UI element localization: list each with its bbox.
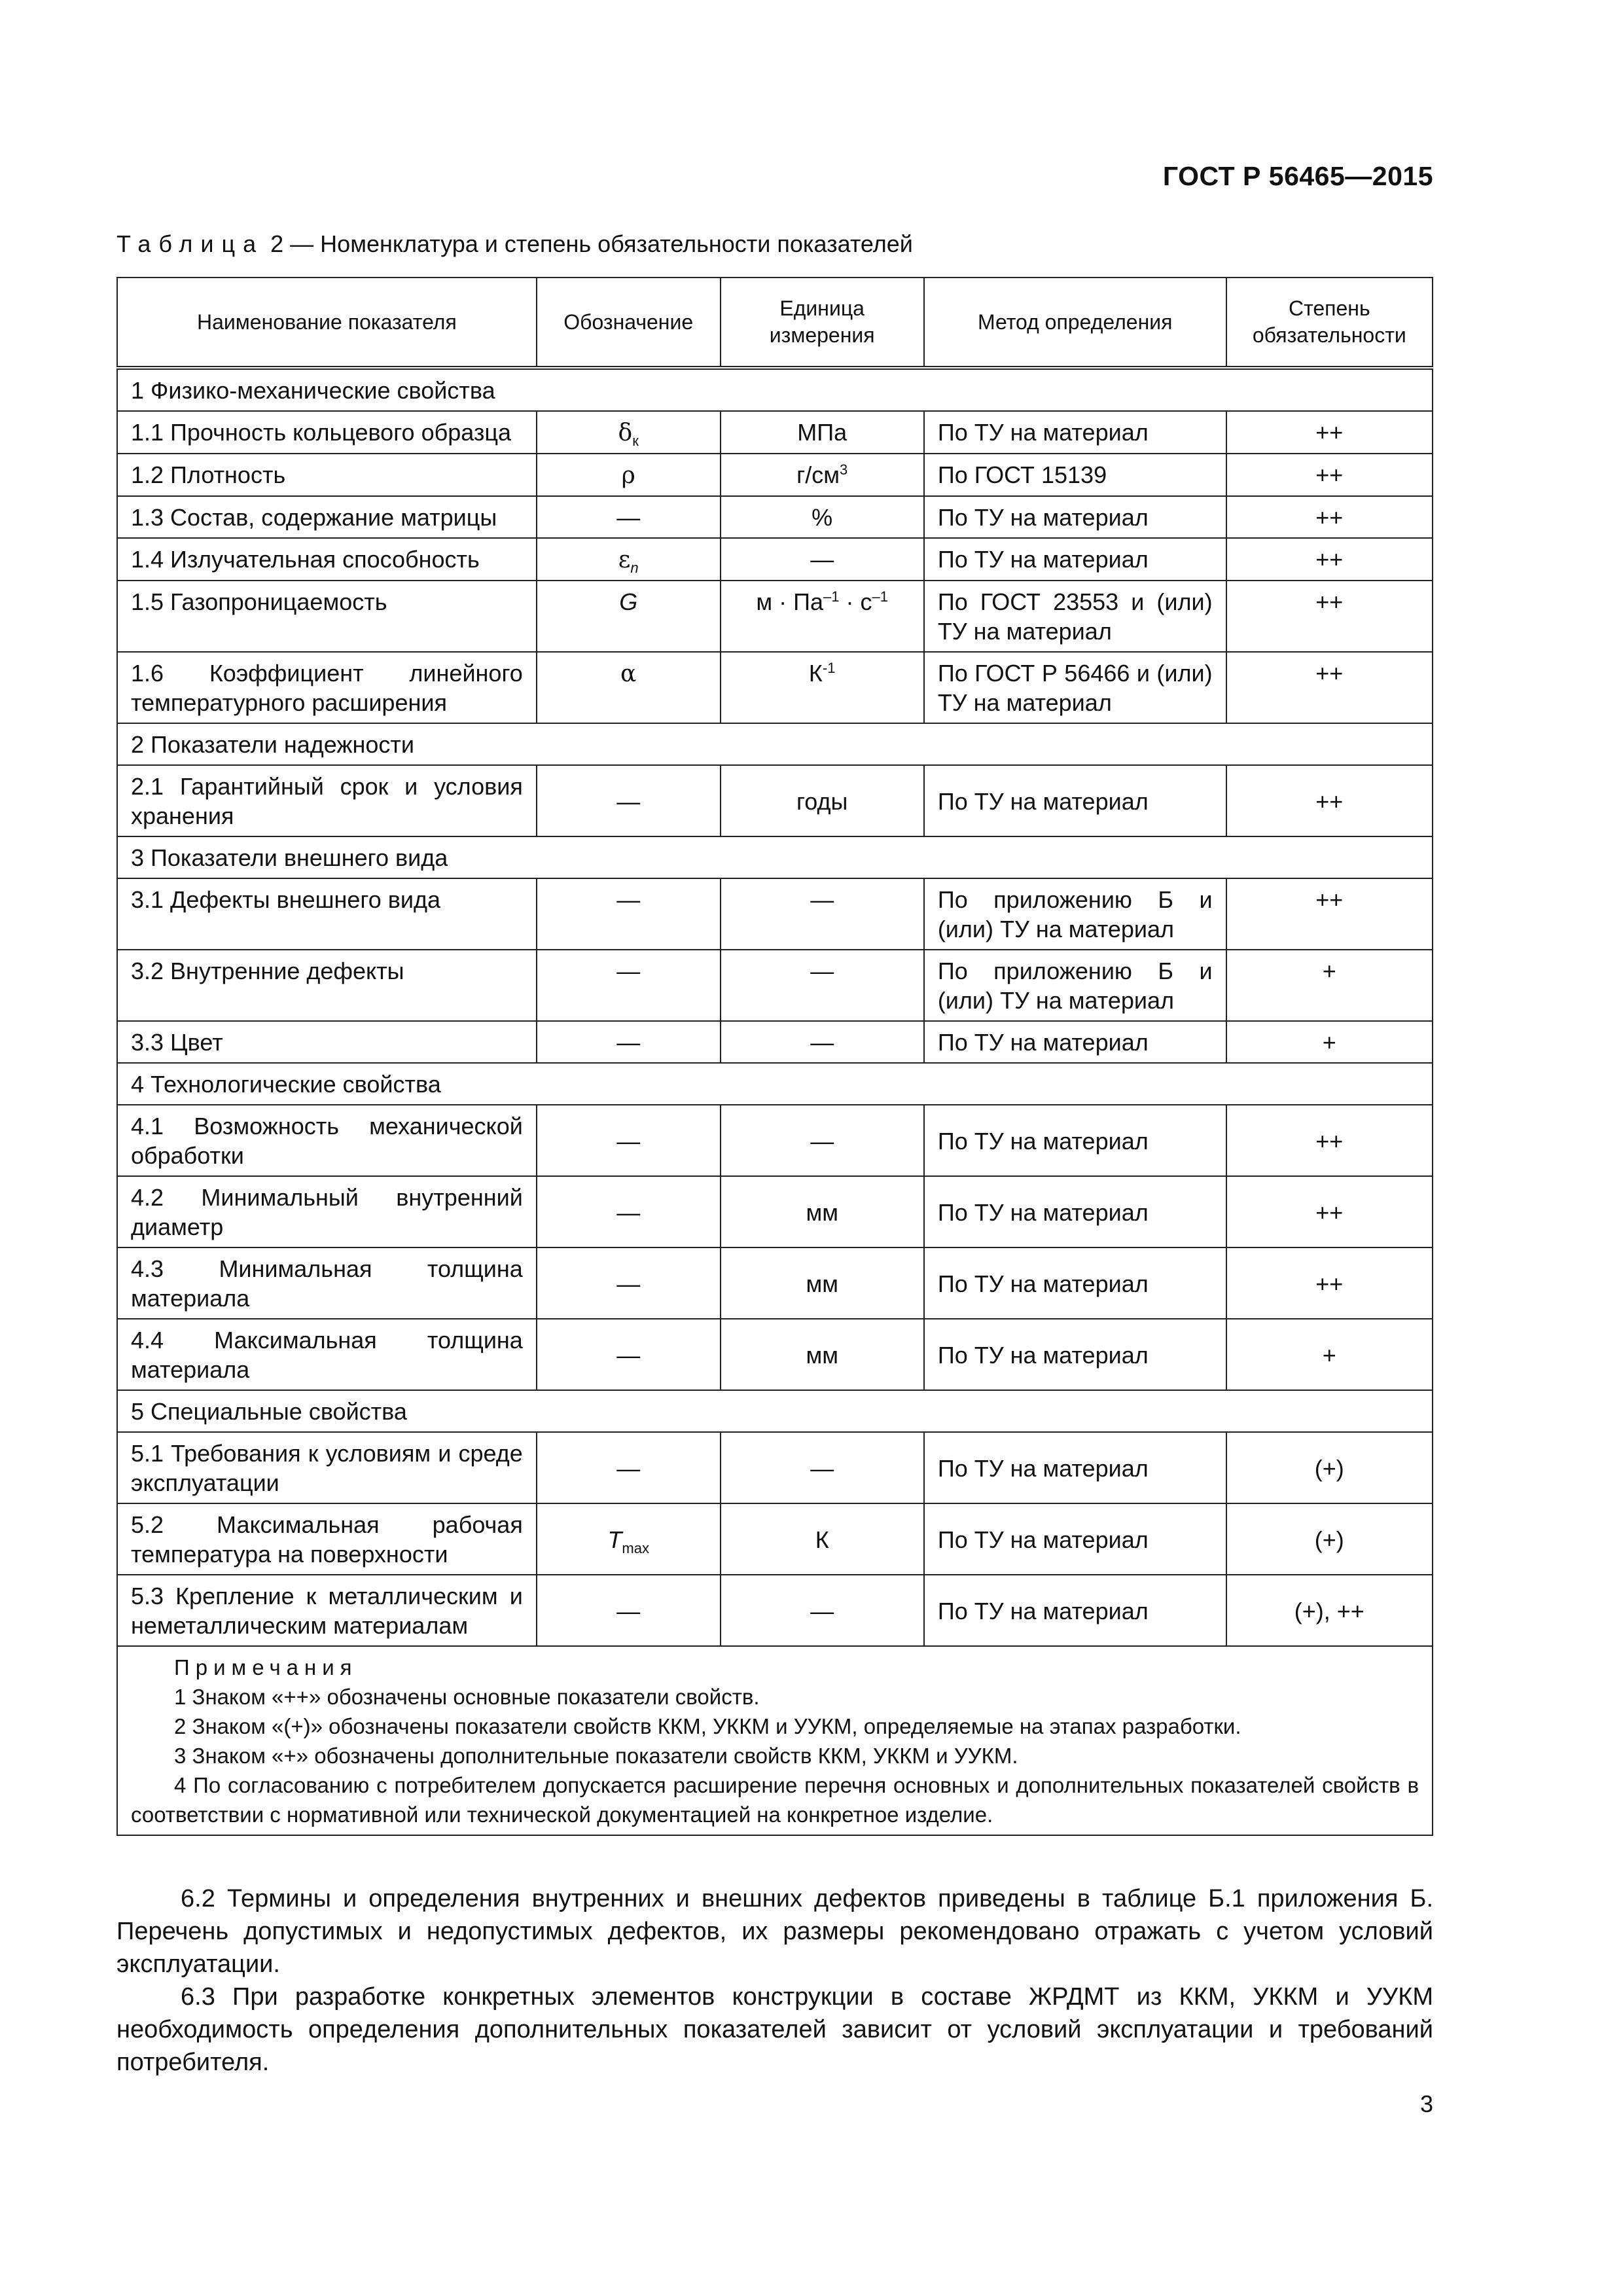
row-unit: МПа	[721, 411, 924, 454]
row-name: 2.1 Гарантийный срок и условия хранения	[117, 765, 537, 836]
notes-title: Примечания	[174, 1655, 358, 1679]
row-unit: $К^{-1}$	[721, 652, 924, 723]
column-header-method: Метод определения	[924, 278, 1226, 368]
row-degree: +	[1226, 1021, 1433, 1063]
row-method: По ГОСТ 15139	[924, 454, 1226, 496]
row-unit: —	[721, 1021, 924, 1063]
row-name: 1.1 Прочность кольцевого образца	[117, 411, 537, 454]
table-row	[117, 1176, 1433, 1247]
row-unit: мм	[721, 1319, 924, 1390]
row-method: По ТУ на материал	[924, 1319, 1226, 1390]
row-name: 4.3 Минимальная толщина материала	[117, 1247, 537, 1319]
paragraph-6-3: 6.3 При разработке конкретных элементов конструкции в составе ЖРДМТ из ККМ, УККМ и УУКМ необходимость определения дополнительных показателей зависит от условий эксплуатации и требований потребителя.	[116, 1983, 1433, 2076]
table-row	[117, 1575, 1433, 1646]
row-degree: (+), ++	[1226, 1575, 1433, 1646]
row-name: 1.4 Излучательная способность	[117, 538, 537, 581]
row-designation: —	[537, 1575, 721, 1646]
row-method: По ТУ на материал	[924, 1105, 1226, 1176]
row-unit: —	[721, 1105, 924, 1176]
table-row	[117, 1432, 1433, 1503]
row-unit: —	[721, 950, 924, 1021]
row-designation: —	[537, 1021, 721, 1063]
row-degree: ++	[1226, 1105, 1433, 1176]
row-degree: ++	[1226, 1176, 1433, 1247]
row-degree: (+)	[1226, 1432, 1433, 1503]
body-text	[116, 1882, 1433, 2079]
section-row	[117, 1390, 1433, 1432]
row-method: По ГОСТ Р 56466 и (или) ТУ на материал	[924, 652, 1226, 723]
row-method: По ГОСТ 23553 и (или) ТУ на материал	[924, 581, 1226, 652]
note-item: 3 Знаком «+» обозначены дополнительные показатели свойств ККМ, УККМ и УУКМ.	[174, 1744, 1018, 1768]
section-row	[117, 723, 1433, 765]
row-designation: —	[537, 1176, 721, 1247]
row-designation: $\varepsilon_n$	[537, 538, 721, 581]
row-name: 4.2 Минимальный внутренний диаметр	[117, 1176, 537, 1247]
column-header-designation: Обозначение	[537, 278, 721, 368]
row-unit: К	[721, 1503, 924, 1575]
row-designation: —	[537, 765, 721, 836]
row-method: По ТУ на материал	[924, 411, 1226, 454]
row-designation: —	[537, 1319, 721, 1390]
row-method: По ТУ на материал	[924, 538, 1226, 581]
section-title: 1 Физико-механические свойства	[117, 368, 1433, 411]
row-designation: G	[537, 581, 721, 652]
notes-row	[117, 1646, 1433, 1835]
table-caption	[116, 230, 913, 258]
table-row	[117, 496, 1433, 538]
row-designation: —	[537, 496, 721, 538]
row-unit: мм	[721, 1176, 924, 1247]
table-row	[117, 1021, 1433, 1063]
section-title: 2 Показатели надежности	[117, 723, 1433, 765]
row-unit: мм	[721, 1247, 924, 1319]
row-name: 4.1 Возможность механической обработки	[117, 1105, 537, 1176]
row-degree: ++	[1226, 411, 1433, 454]
column-header-unit: Единица измерения	[721, 278, 924, 368]
table-row	[117, 1319, 1433, 1390]
row-unit: $м \cdot Па^{-1} \cdot с^{-1}$	[721, 581, 924, 652]
row-degree: +	[1226, 950, 1433, 1021]
row-name: 5.3 Крепление к металлическим и неметаллическим материалам	[117, 1575, 537, 1646]
row-unit: $г/см^3$	[721, 454, 924, 496]
section-row	[117, 368, 1433, 411]
column-header-name: Наименование показателя	[117, 278, 537, 368]
row-method: По приложению Б и (или) ТУ на материал	[924, 950, 1226, 1021]
row-designation: —	[537, 950, 721, 1021]
row-degree: ++	[1226, 496, 1433, 538]
note-item: 1 Знаком «++» обозначены основные показатели свойств.	[174, 1685, 760, 1709]
table-row	[117, 581, 1433, 652]
row-designation: α	[537, 652, 721, 723]
row-degree: ++	[1226, 652, 1433, 723]
row-designation: $T_{max}$	[537, 1503, 721, 1575]
row-unit: —	[721, 1432, 924, 1503]
table-row	[117, 538, 1433, 581]
row-designation: —	[537, 1105, 721, 1176]
row-degree: (+)	[1226, 1503, 1433, 1575]
row-degree: ++	[1226, 1247, 1433, 1319]
section-title: 5 Специальные свойства	[117, 1390, 1433, 1432]
row-unit: %	[721, 496, 924, 538]
row-designation: ρ	[537, 454, 721, 496]
table-row	[117, 765, 1433, 836]
row-name: 1.3 Состав, содержание матрицы	[117, 496, 537, 538]
row-name: 3.2 Внутренние дефекты	[117, 950, 537, 1021]
paragraph-6-2: 6.2 Термины и определения внутренних и внешних дефектов приведены в таблице Б.1 приложения Б. Перечень допустимых и недопустимых дефектов, их размеры рекомендовано отражать с учетом условий эксплуатации.	[116, 1885, 1433, 1978]
row-degree: ++	[1226, 581, 1433, 652]
table-caption-text: 2 — Номенклатура и степень обязательности показателей	[264, 230, 913, 257]
row-name: 1.2 Плотность	[117, 454, 537, 496]
table-row	[117, 950, 1433, 1021]
note-item: 2 Знаком «(+)» обозначены показатели свойств ККМ, УККМ и УУКМ, определяемые на этапах разработки.	[174, 1714, 1241, 1738]
row-name: 5.2 Максимальная рабочая температура на поверхности	[117, 1503, 537, 1575]
row-name: 1.6 Коэффициент линейного температурного расширения	[117, 652, 537, 723]
row-method: По ТУ на материал	[924, 1503, 1226, 1575]
page-number: 3	[1419, 2090, 1433, 2117]
table-notes	[117, 1646, 1433, 1835]
table-row	[117, 652, 1433, 723]
section-row	[117, 836, 1433, 878]
row-name: 3.3 Цвет	[117, 1021, 537, 1063]
section-title: 3 Показатели внешнего вида	[117, 836, 1433, 878]
row-designation: —	[537, 878, 721, 950]
column-header-degree: Степень обязательности	[1226, 278, 1433, 368]
row-method: По ТУ на материал	[924, 496, 1226, 538]
table-header-row	[117, 278, 1433, 368]
row-degree: ++	[1226, 878, 1433, 950]
row-designation: —	[537, 1432, 721, 1503]
row-method: По ТУ на материал	[924, 1575, 1226, 1646]
table-row	[117, 411, 1433, 454]
table-row	[117, 878, 1433, 950]
indicators-table	[116, 277, 1433, 1836]
table-row	[117, 1105, 1433, 1176]
table-row	[117, 1247, 1433, 1319]
row-designation: $\delta_к$	[537, 411, 721, 454]
row-degree: +	[1226, 1319, 1433, 1390]
section-row	[117, 1063, 1433, 1105]
row-designation: —	[537, 1247, 721, 1319]
row-method: По ТУ на материал	[924, 1432, 1226, 1503]
row-degree: ++	[1226, 765, 1433, 836]
row-unit: годы	[721, 765, 924, 836]
row-method: По приложению Б и (или) ТУ на материал	[924, 878, 1226, 950]
row-unit: —	[721, 538, 924, 581]
document-code: ГОСТ Р 56465—2015	[1162, 161, 1433, 191]
table-row	[117, 454, 1433, 496]
row-method: По ТУ на материал	[924, 1021, 1226, 1063]
row-name: 3.1 Дефекты внешнего вида	[117, 878, 537, 950]
row-degree: ++	[1226, 538, 1433, 581]
row-method: По ТУ на материал	[924, 1247, 1226, 1319]
note-item: 4 По согласованию с потребителем допускается расширение перечня основных и дополнительных показателей свойств в соответствии с нормативной или технической документацией на конкретное изделие.	[131, 1773, 1419, 1827]
row-unit: —	[721, 1575, 924, 1646]
table-caption-word: Таблица	[116, 230, 264, 257]
row-name: 4.4 Максимальная толщина материала	[117, 1319, 537, 1390]
row-method: По ТУ на материал	[924, 1176, 1226, 1247]
row-name: 1.5 Газопроницаемость	[117, 581, 537, 652]
row-unit: —	[721, 878, 924, 950]
section-title: 4 Технологические свойства	[117, 1063, 1433, 1105]
row-name: 5.1 Требования к условиям и среде эксплуатации	[117, 1432, 537, 1503]
table-row	[117, 1503, 1433, 1575]
row-method: По ТУ на материал	[924, 765, 1226, 836]
row-degree: ++	[1226, 454, 1433, 496]
